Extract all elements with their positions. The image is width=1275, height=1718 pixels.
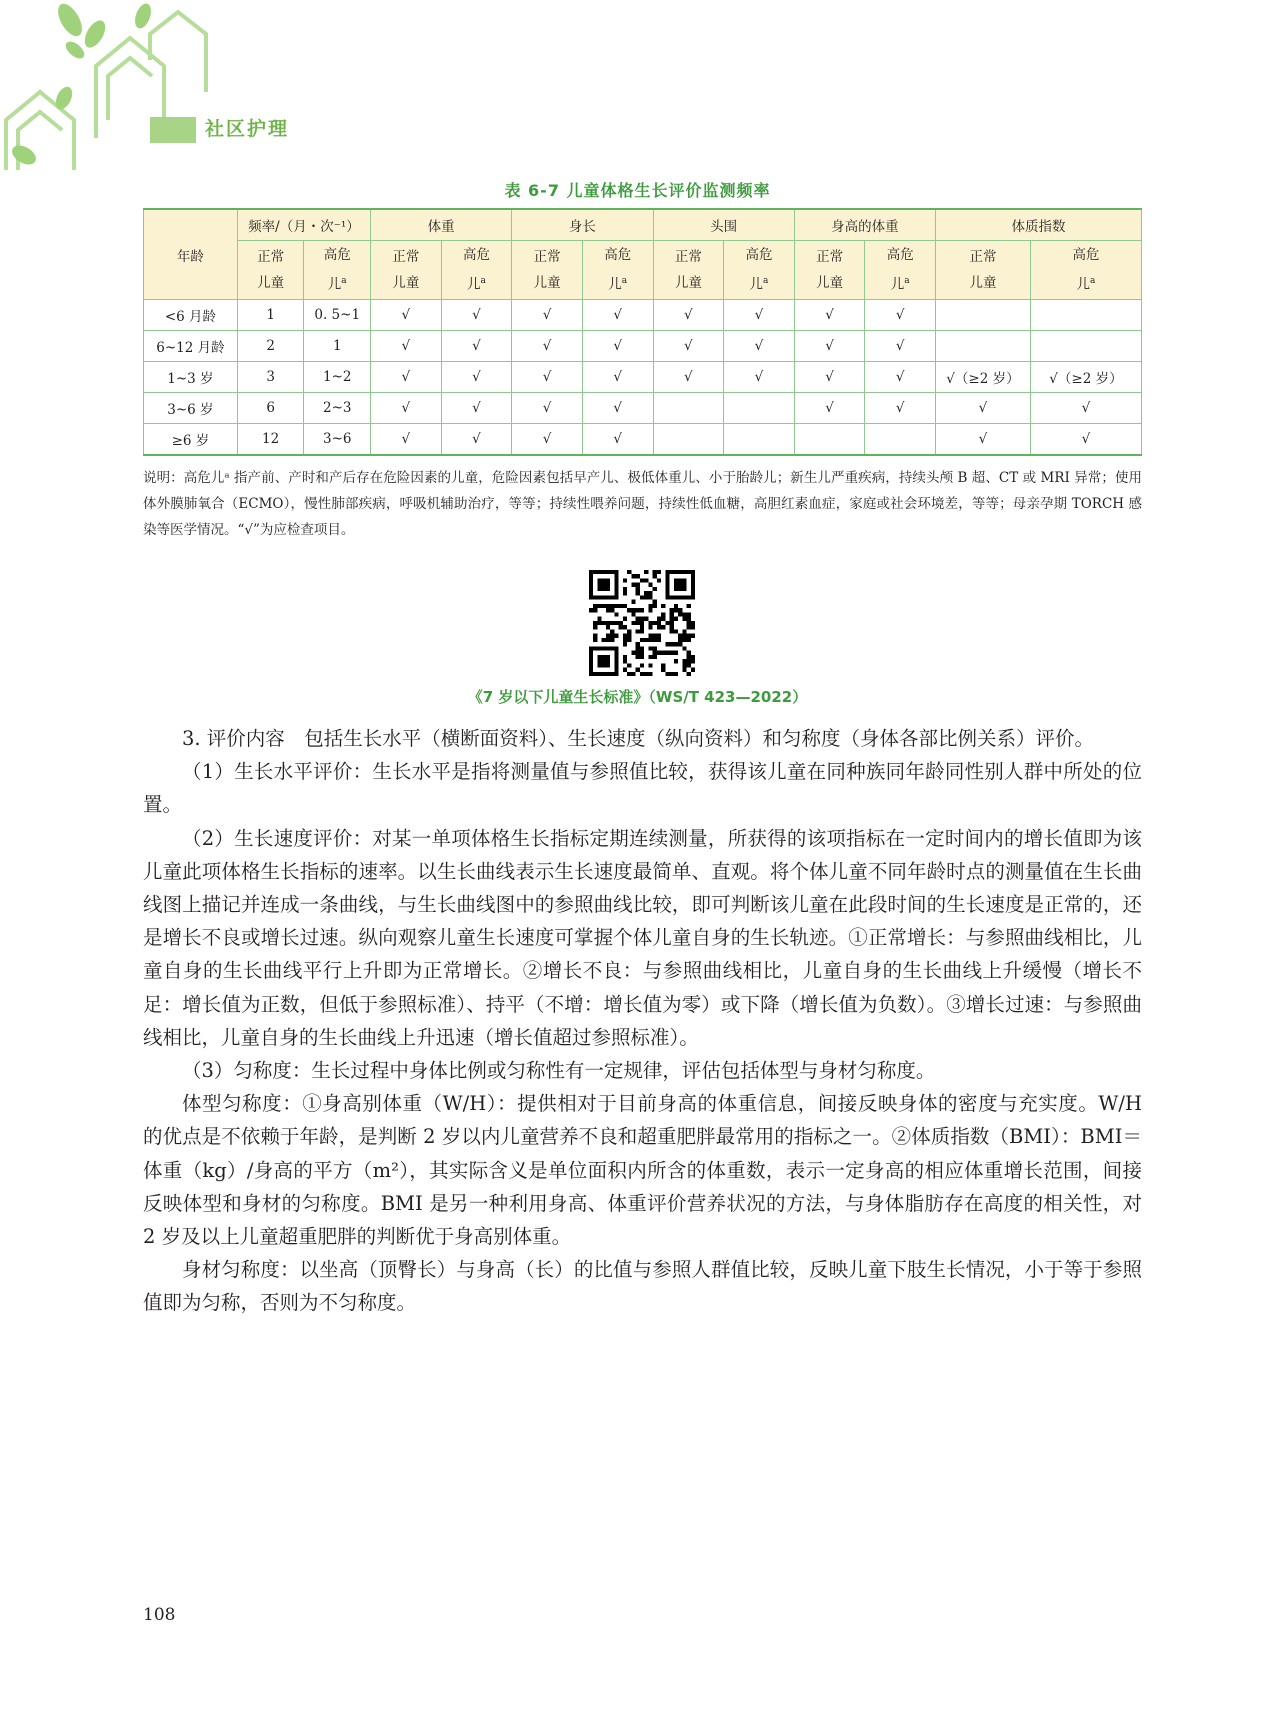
frequency-cell: 3	[237, 362, 304, 393]
table-row	[144, 424, 1142, 456]
check-cell: √	[441, 300, 512, 331]
table-row	[144, 331, 1142, 362]
check-cell: √	[794, 300, 865, 331]
check-cell: √	[865, 331, 936, 362]
check-cell: √	[653, 300, 724, 331]
check-cell	[936, 331, 1031, 362]
frequency-cell: 3~6	[304, 424, 371, 456]
check-cell	[1030, 331, 1141, 362]
body-paragraph: （1）生长水平评价：生长水平是指将测量值与参照值比较，获得该儿童在同种族同年龄同性别人群中所处的位置。	[143, 760, 1142, 817]
freq-header: 频率/（月・次⁻¹）	[237, 209, 370, 241]
check-cell: √	[582, 393, 653, 424]
group-header-wh: 身高的体重	[794, 209, 935, 241]
check-cell: √（≥2 岁）	[936, 362, 1031, 393]
check-cell: √	[582, 362, 653, 393]
age-cell: ≥6 岁	[144, 424, 238, 456]
frequency-cell: 6	[237, 393, 304, 424]
body-text	[143, 722, 1142, 1320]
body-paragraph: （3）匀称度：生长过程中身体比例或匀称性有一定规律，评估包括体型与身材匀称度。	[182, 1059, 936, 1083]
subheader-normal: 正常 儿童	[371, 241, 442, 300]
header-accent-bar	[150, 117, 196, 143]
subheader-high-risk: 高危 儿$^a$	[865, 241, 936, 300]
check-cell: √	[653, 362, 724, 393]
frequency-cell: 1	[304, 331, 371, 362]
check-cell: √	[512, 424, 583, 456]
check-cell: √	[936, 424, 1031, 456]
check-cell: √	[512, 300, 583, 331]
check-cell: √	[794, 331, 865, 362]
check-cell	[936, 300, 1031, 331]
check-cell: √	[724, 362, 795, 393]
check-cell: √	[724, 300, 795, 331]
check-cell: √	[371, 362, 442, 393]
check-cell: √	[865, 300, 936, 331]
check-cell: √（≥2 岁）	[1030, 362, 1141, 393]
table-row	[144, 362, 1142, 393]
qr-code-icon[interactable]	[589, 570, 695, 676]
check-cell: √	[371, 300, 442, 331]
body-paragraph: （2）生长速度评价：对某一单项体格生长指标定期连续测量，所获得的该项指标在一定时间内的增长值即为该儿童此项体格生长指标的速率。以生长曲线表示生长速度最简单、直观。将个体儿童不同年龄时点的测量值在生长曲线图上描记并连成一条曲线，与生长曲线图中的参照曲线比较，即可判断该儿童在此段时间的生长速度是正常的，还是增长不良或增长过速。纵向观察儿童生长速度可掌握个体儿童自身的生长轨迹。①正常增长：与参照曲线相比，儿童自身的生长曲线平行上升即为正常增长。②增长不良：与参照曲线相比，儿童自身的生长曲线上升缓慢（增长不足：增长值为正数，但低于参照标准）、持平（不增：增长值为零）或下降（增长值为负数）。③增长过速：与参照曲线相比，儿童自身的生长曲线上升迅速（增长值超过参照标准）。	[143, 826, 1142, 1049]
check-cell	[724, 424, 795, 456]
group-header-head: 头围	[653, 209, 794, 241]
body-paragraph: 体型匀称度：①身高别体重（W/H）：提供相对于目前身高的体重信息，间接反映身体的密度与充实度。W/H 的优点是不依赖于年龄，是判断 2 岁以内儿童营养不良和超重肥胖最常用的指标之一。②体质指数（BMI）：BMI＝体重（kg）/身高的平方（m²），其实际含义是单位面积内所含的体重数，表示一定身高的相应体重增长范围，间接反映体型和身材的匀称度。BMI 是另一种利用身高、体重评价营养状况的方法，与身体脂肪存在高度的相关性，对 2 岁及以上儿童超重肥胖的判断优于身高别体重。	[143, 1092, 1142, 1249]
age-cell: 1~3 岁	[144, 362, 238, 393]
check-cell	[724, 393, 795, 424]
check-cell: √	[441, 331, 512, 362]
check-cell: √	[441, 424, 512, 456]
qr-caption: 《7 岁以下儿童生长标准》（WS/T 423—2022）	[467, 688, 808, 706]
check-cell: √	[653, 331, 724, 362]
subheader-high-risk: 高危 儿$^a$	[441, 241, 512, 300]
check-cell: √	[1030, 424, 1141, 456]
check-cell: √	[512, 362, 583, 393]
check-cell: √	[441, 393, 512, 424]
check-cell: √	[724, 331, 795, 362]
table-row	[144, 300, 1142, 331]
check-cell	[653, 393, 724, 424]
subheader-normal: 正常 儿童	[936, 241, 1031, 300]
subheader-high-risk: 高危 儿$^a$	[724, 241, 795, 300]
frequency-cell: 0. 5~1	[304, 300, 371, 331]
subheader-high-risk: 高危 儿$^a$	[582, 241, 653, 300]
group-header-bmi: 体质指数	[936, 209, 1142, 241]
check-cell: √	[371, 331, 442, 362]
check-cell: √	[582, 424, 653, 456]
age-cell: 6~12 月龄	[144, 331, 238, 362]
table-note: 说明：高危儿ᵃ 指产前、产时和产后存在危险因素的儿童，危险因素包括早产儿、极低体重儿、小于胎龄儿；新生儿严重疾病，持续头颅 B 超、CT 或 MRI 异常；使用体外膜肺氧合（ECMO），慢性肺部疾病，呼吸机辅助治疗，等等；持续性喂养问题，持续性低血糖，高胆红素血症，家庭或社会环境差，等等；母亲孕期 TORCH 感染等医学情况。“√”为应检查项目。	[143, 470, 1142, 538]
check-cell: √	[371, 393, 442, 424]
check-cell: √	[441, 362, 512, 393]
check-cell	[1030, 300, 1141, 331]
group-header-length: 身长	[512, 209, 653, 241]
check-cell: √	[865, 393, 936, 424]
body-paragraph: 3. 评价内容 包括生长水平（横断面资料）、生长速度（纵向资料）和匀称度（身体各部比例关系）评价。	[182, 727, 1095, 750]
table-caption: 表 6-7 儿童体格生长评价监测频率	[504, 181, 771, 200]
age-cell: 3~6 岁	[144, 393, 238, 424]
check-cell	[653, 424, 724, 456]
check-cell: √	[936, 393, 1031, 424]
group-header-weight: 体重	[371, 209, 512, 241]
subheader-normal: 正常 儿童	[653, 241, 724, 300]
check-cell: √	[371, 424, 442, 456]
frequency-cell: 1	[237, 300, 304, 331]
section-title: 社区护理	[205, 118, 290, 140]
check-cell: √	[1030, 393, 1141, 424]
check-cell: √	[865, 362, 936, 393]
subheader-high-risk: 高危 儿$^a$	[1030, 241, 1141, 300]
house-leaf-decoration-icon	[0, 0, 215, 175]
frequency-cell: 2~3	[304, 393, 371, 424]
check-cell	[865, 424, 936, 456]
table-row	[144, 393, 1142, 424]
page-number: 108	[143, 1605, 176, 1625]
age-cell: <6 月龄	[144, 300, 238, 331]
subheader-high-risk: 高危 儿$^a$	[304, 241, 371, 300]
check-cell: √	[512, 393, 583, 424]
check-cell: √	[794, 393, 865, 424]
growth-monitoring-table	[143, 208, 1142, 456]
check-cell: √	[794, 362, 865, 393]
frequency-cell: 2	[237, 331, 304, 362]
subheader-normal: 正常 儿童	[794, 241, 865, 300]
subheader-row	[144, 241, 1142, 300]
age-header: 年龄	[144, 209, 238, 300]
check-cell: √	[582, 300, 653, 331]
check-cell: √	[582, 331, 653, 362]
subheader-normal: 正常 儿童	[512, 241, 583, 300]
body-paragraph: 身材匀称度：以坐高（顶臀长）与身高（长）的比值与参照人群值比较，反映儿童下肢生长情况，小于等于参照值即为匀称，否则为不匀称度。	[143, 1258, 1142, 1315]
frequency-cell: 1~2	[304, 362, 371, 393]
frequency-cell: 12	[237, 424, 304, 456]
subheader-normal: 正常 儿童	[237, 241, 304, 300]
check-cell	[794, 424, 865, 456]
check-cell: √	[512, 331, 583, 362]
